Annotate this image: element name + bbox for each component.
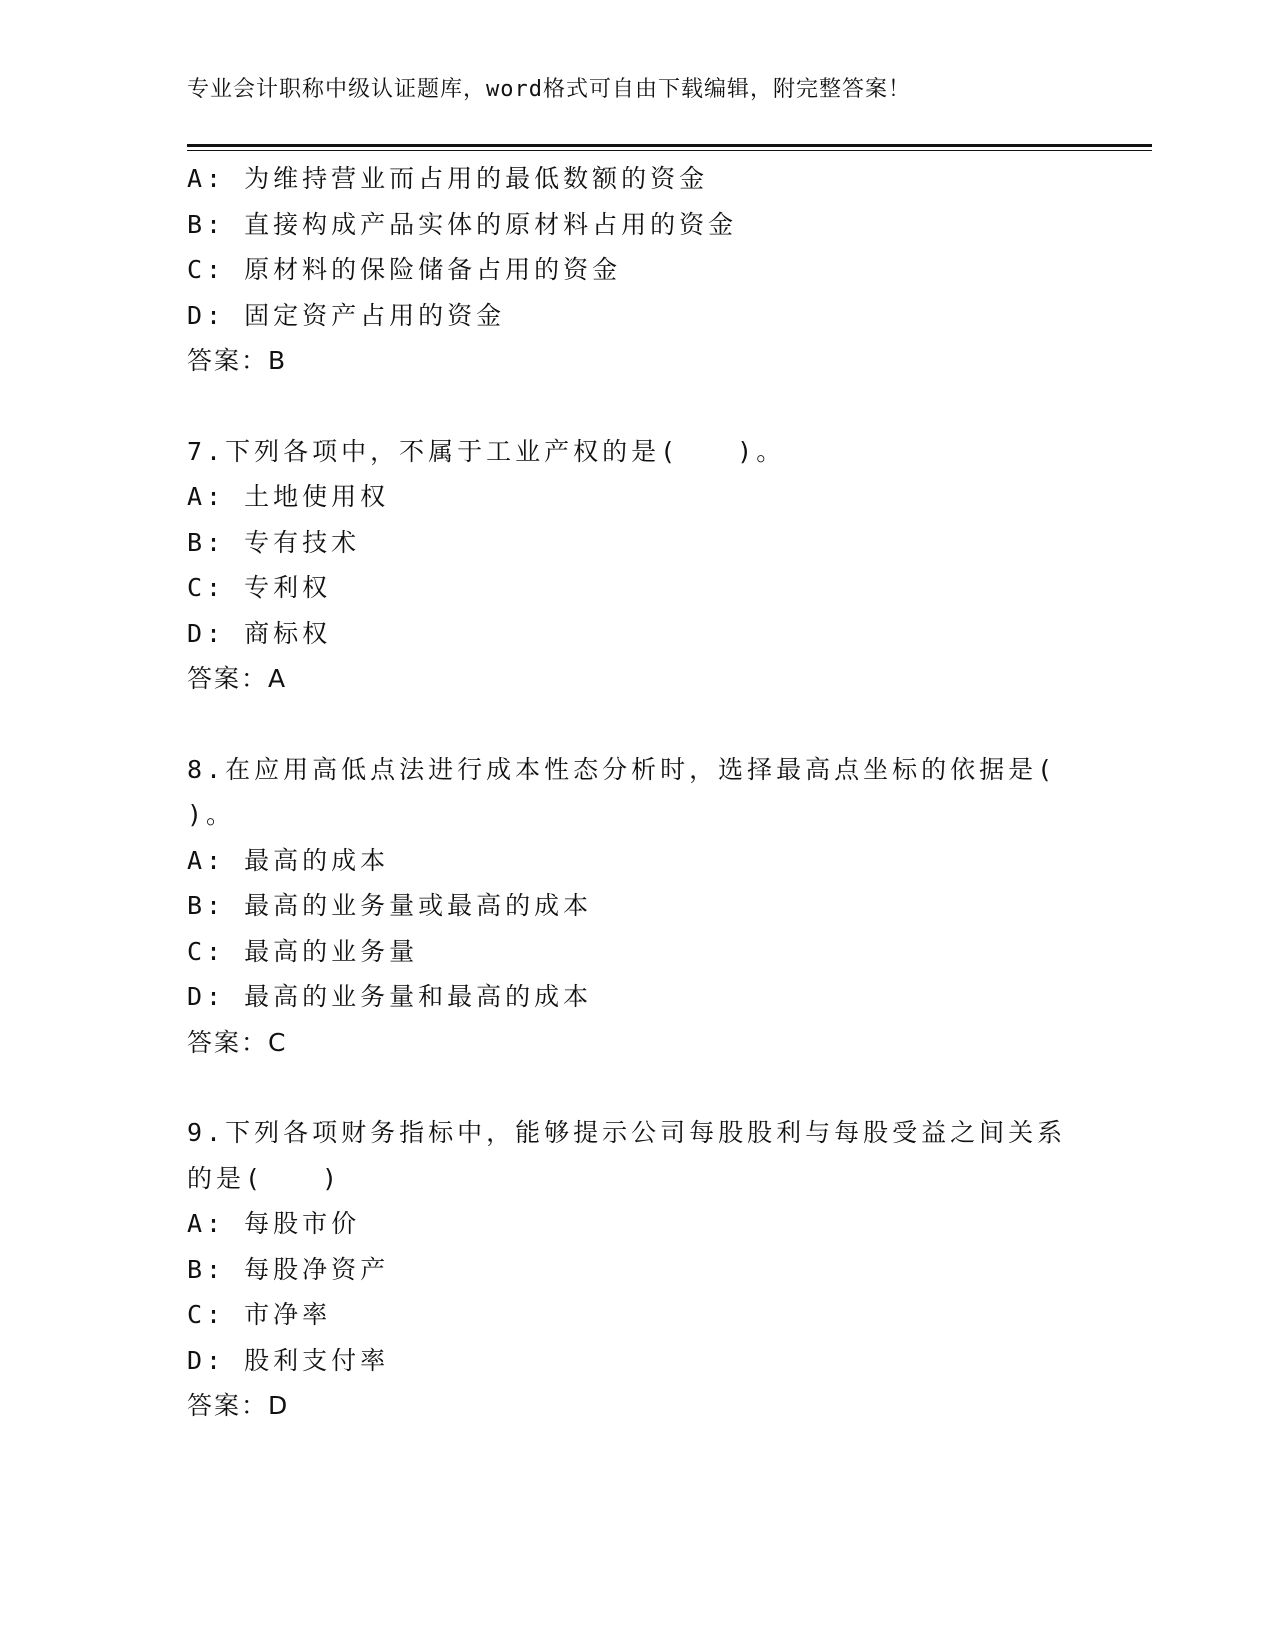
- question-text: 7.下列各项中，不属于工业产权的是( )。: [187, 436, 786, 466]
- option-b: B: 每股净资产: [187, 1254, 390, 1284]
- option-a: A: 最高的成本: [187, 845, 390, 875]
- answer-line: 答案：C: [187, 1027, 288, 1057]
- option-d: D: 固定资产占用的资金: [187, 300, 506, 330]
- question-text-continued: 的是( ): [187, 1163, 342, 1193]
- answer-line: 答案：A: [187, 664, 288, 693]
- question-text: 9.下列各项财务指标中，能够提示公司每股股利与每股受益之间关系: [187, 1118, 1067, 1147]
- block-spacer: [187, 1065, 1087, 1110]
- option-b: B: 直接构成产品实体的原材料占用的资金: [187, 209, 738, 239]
- option-c: C: 专利权: [187, 573, 332, 602]
- question-text-continued: )。: [187, 800, 236, 829]
- block-spacer: [187, 384, 1087, 429]
- option-a: A: 土地使用权: [187, 482, 390, 511]
- option-d: D: 最高的业务量和最高的成本: [187, 982, 593, 1011]
- question-content: [187, 156, 1087, 1429]
- block-spacer: [187, 702, 1087, 747]
- option-d: D: 股利支付率: [187, 1345, 390, 1375]
- option-b: B: 最高的业务量或最高的成本: [187, 891, 593, 920]
- question-block: [187, 429, 1087, 702]
- option-b: B: 专有技术: [187, 527, 361, 557]
- answer-line: 答案：B: [187, 346, 288, 375]
- option-c: C: 原材料的保险储备占用的资金: [187, 255, 622, 284]
- answer-line: 答案：D: [187, 1391, 290, 1420]
- option-c: C: 最高的业务量: [187, 936, 419, 966]
- option-a: A: 为维持营业而占用的最低数额的资金: [187, 164, 709, 193]
- option-d: D: 商标权: [187, 618, 332, 648]
- page-header: 专业会计职称中级认证题库，word格式可自由下载编辑，附完整答案！: [187, 77, 911, 102]
- header-divider: [187, 144, 1152, 151]
- question-block: [187, 747, 1087, 1066]
- question-block: [187, 1110, 1087, 1429]
- question-text: 8.在应用高低点法进行成本性态分析时，选择最高点坐标的依据是(: [187, 754, 1057, 784]
- option-a: A: 每股市价: [187, 1209, 361, 1238]
- option-c: C: 市净率: [187, 1300, 332, 1329]
- question-block: [187, 156, 1087, 384]
